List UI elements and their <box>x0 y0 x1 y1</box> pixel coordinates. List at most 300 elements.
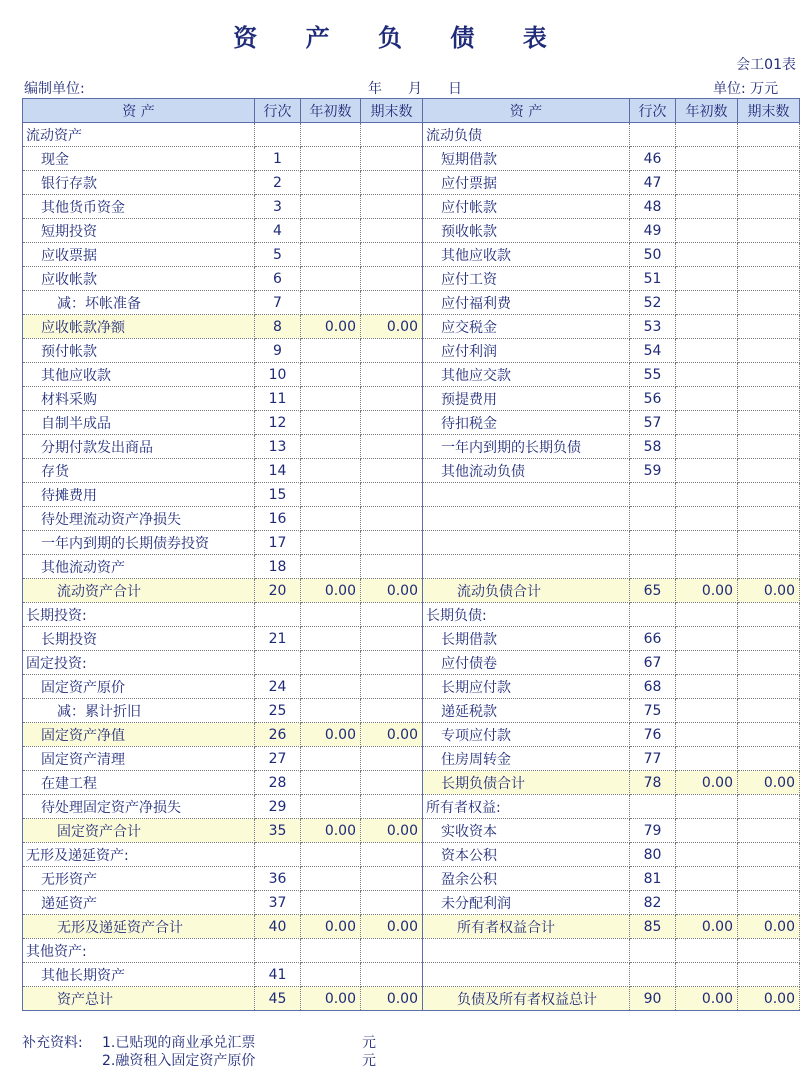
asset-begin-cell[interactable] <box>301 867 361 891</box>
liability-begin-cell[interactable] <box>676 939 738 963</box>
asset-item-cell[interactable]: 待处理流动资产净损失 <box>23 507 255 531</box>
liability-begin-cell[interactable] <box>676 291 738 315</box>
liability-line-no-cell[interactable] <box>630 939 676 963</box>
liability-item-cell[interactable]: 待扣税金 <box>423 411 630 435</box>
liability-begin-cell[interactable] <box>676 459 738 483</box>
liability-item-cell[interactable]: 盈余公积 <box>423 867 630 891</box>
asset-end-cell[interactable] <box>361 435 423 459</box>
liability-end-cell[interactable] <box>738 555 800 579</box>
asset-line-no-cell[interactable]: 28 <box>255 771 301 795</box>
liability-line-no-cell[interactable]: 50 <box>630 243 676 267</box>
asset-item-cell[interactable]: 存货 <box>23 459 255 483</box>
asset-begin-cell[interactable]: 0.00 <box>301 915 361 939</box>
asset-item-cell[interactable]: 预付帐款 <box>23 339 255 363</box>
asset-line-no-cell[interactable]: 1 <box>255 147 301 171</box>
asset-end-cell[interactable] <box>361 627 423 651</box>
asset-end-cell[interactable] <box>361 219 423 243</box>
liability-item-cell[interactable]: 预提费用 <box>423 387 630 411</box>
asset-line-no-cell[interactable]: 8 <box>255 315 301 339</box>
liability-line-no-cell[interactable]: 79 <box>630 819 676 843</box>
liability-line-no-cell[interactable]: 65 <box>630 579 676 603</box>
liability-begin-cell[interactable] <box>676 651 738 675</box>
asset-item-cell[interactable]: 固定投资: <box>23 651 255 675</box>
asset-item-cell[interactable]: 长期投资 <box>23 627 255 651</box>
liability-end-cell[interactable] <box>738 315 800 339</box>
asset-line-no-cell[interactable]: 37 <box>255 891 301 915</box>
asset-begin-cell[interactable] <box>301 339 361 363</box>
asset-end-cell[interactable] <box>361 507 423 531</box>
asset-begin-cell[interactable]: 0.00 <box>301 723 361 747</box>
asset-line-no-cell[interactable]: 6 <box>255 267 301 291</box>
liability-begin-cell[interactable] <box>676 891 738 915</box>
liability-line-no-cell[interactable]: 78 <box>630 771 676 795</box>
asset-item-cell[interactable]: 流动资产 <box>23 123 255 147</box>
asset-begin-cell[interactable] <box>301 747 361 771</box>
asset-end-cell[interactable] <box>361 171 423 195</box>
liability-item-cell[interactable] <box>423 531 630 555</box>
liability-line-no-cell[interactable]: 77 <box>630 747 676 771</box>
liability-item-cell[interactable]: 所有者权益: <box>423 795 630 819</box>
liability-line-no-cell[interactable]: 54 <box>630 339 676 363</box>
liability-end-cell[interactable] <box>738 195 800 219</box>
asset-item-cell[interactable]: 固定资产清理 <box>23 747 255 771</box>
asset-item-cell[interactable]: 无形资产 <box>23 867 255 891</box>
asset-item-cell[interactable]: 其他货币资金 <box>23 195 255 219</box>
liability-line-no-cell[interactable]: 56 <box>630 387 676 411</box>
asset-end-cell[interactable] <box>361 939 423 963</box>
liability-end-cell[interactable] <box>738 483 800 507</box>
liability-begin-cell[interactable] <box>676 315 738 339</box>
asset-end-cell[interactable] <box>361 195 423 219</box>
liability-begin-cell[interactable] <box>676 819 738 843</box>
liability-item-cell[interactable]: 应付帐款 <box>423 195 630 219</box>
asset-end-cell[interactable] <box>361 363 423 387</box>
asset-line-no-cell[interactable]: 36 <box>255 867 301 891</box>
asset-item-cell[interactable]: 短期投资 <box>23 219 255 243</box>
liability-begin-cell[interactable]: 0.00 <box>676 915 738 939</box>
asset-end-cell[interactable] <box>361 555 423 579</box>
liability-begin-cell[interactable]: 0.00 <box>676 771 738 795</box>
liability-line-no-cell[interactable]: 57 <box>630 411 676 435</box>
asset-end-cell[interactable] <box>361 123 423 147</box>
asset-begin-cell[interactable]: 0.00 <box>301 579 361 603</box>
liability-line-no-cell[interactable] <box>630 963 676 987</box>
asset-end-cell[interactable] <box>361 339 423 363</box>
asset-begin-cell[interactable] <box>301 507 361 531</box>
asset-begin-cell[interactable] <box>301 771 361 795</box>
asset-end-cell[interactable] <box>361 699 423 723</box>
liability-end-cell[interactable] <box>738 243 800 267</box>
asset-line-no-cell[interactable]: 15 <box>255 483 301 507</box>
asset-end-cell[interactable] <box>361 387 423 411</box>
liability-item-cell[interactable]: 短期借款 <box>423 147 630 171</box>
liability-end-cell[interactable] <box>738 723 800 747</box>
asset-line-no-cell[interactable]: 9 <box>255 339 301 363</box>
liability-end-cell[interactable] <box>738 123 800 147</box>
asset-line-no-cell[interactable]: 40 <box>255 915 301 939</box>
liability-line-no-cell[interactable] <box>630 483 676 507</box>
asset-begin-cell[interactable] <box>301 219 361 243</box>
asset-line-no-cell[interactable]: 10 <box>255 363 301 387</box>
asset-begin-cell[interactable]: 0.00 <box>301 987 361 1011</box>
liability-item-cell[interactable]: 长期负债: <box>423 603 630 627</box>
asset-item-cell[interactable]: 现金 <box>23 147 255 171</box>
liability-end-cell[interactable] <box>738 339 800 363</box>
asset-begin-cell[interactable] <box>301 267 361 291</box>
liability-end-cell[interactable] <box>738 627 800 651</box>
asset-end-cell[interactable] <box>361 267 423 291</box>
liability-begin-cell[interactable] <box>676 435 738 459</box>
liability-line-no-cell[interactable]: 82 <box>630 891 676 915</box>
asset-line-no-cell[interactable]: 12 <box>255 411 301 435</box>
liability-begin-cell[interactable] <box>676 627 738 651</box>
liability-item-cell[interactable]: 流动负债合计 <box>423 579 630 603</box>
liability-begin-cell[interactable] <box>676 339 738 363</box>
liability-end-cell[interactable] <box>738 891 800 915</box>
liability-line-no-cell[interactable]: 46 <box>630 147 676 171</box>
liability-item-cell[interactable]: 应交税金 <box>423 315 630 339</box>
liability-end-cell[interactable]: 0.00 <box>738 771 800 795</box>
liability-item-cell[interactable]: 应付利润 <box>423 339 630 363</box>
asset-item-cell[interactable]: 待处理固定资产净损失 <box>23 795 255 819</box>
liability-item-cell[interactable]: 应付债卷 <box>423 651 630 675</box>
liability-begin-cell[interactable]: 0.00 <box>676 579 738 603</box>
liability-begin-cell[interactable] <box>676 147 738 171</box>
liability-end-cell[interactable] <box>738 459 800 483</box>
liability-item-cell[interactable]: 资本公积 <box>423 843 630 867</box>
liability-item-cell[interactable]: 应付票据 <box>423 171 630 195</box>
asset-item-cell[interactable]: 在建工程 <box>23 771 255 795</box>
liability-item-cell[interactable]: 预收帐款 <box>423 219 630 243</box>
asset-item-cell[interactable]: 一年内到期的长期债券投资 <box>23 531 255 555</box>
liability-begin-cell[interactable] <box>676 867 738 891</box>
asset-begin-cell[interactable] <box>301 891 361 915</box>
asset-line-no-cell[interactable]: 13 <box>255 435 301 459</box>
liability-item-cell[interactable] <box>423 963 630 987</box>
liability-item-cell[interactable]: 长期借款 <box>423 627 630 651</box>
asset-line-no-cell[interactable]: 14 <box>255 459 301 483</box>
asset-end-cell[interactable] <box>361 795 423 819</box>
liability-begin-cell[interactable] <box>676 243 738 267</box>
asset-item-cell[interactable]: 待摊费用 <box>23 483 255 507</box>
asset-begin-cell[interactable] <box>301 603 361 627</box>
asset-item-cell[interactable]: 其他应收款 <box>23 363 255 387</box>
liability-end-cell[interactable] <box>738 411 800 435</box>
asset-item-cell[interactable]: 应收票据 <box>23 243 255 267</box>
asset-begin-cell[interactable] <box>301 435 361 459</box>
liability-line-no-cell[interactable]: 47 <box>630 171 676 195</box>
asset-item-cell[interactable]: 应收帐款 <box>23 267 255 291</box>
asset-begin-cell[interactable] <box>301 171 361 195</box>
liability-line-no-cell[interactable] <box>630 507 676 531</box>
header-end-balance-right: 期末数 <box>738 99 800 123</box>
asset-line-no-cell[interactable] <box>255 603 301 627</box>
liability-line-no-cell[interactable]: 66 <box>630 627 676 651</box>
asset-begin-cell[interactable] <box>301 531 361 555</box>
liability-item-cell[interactable]: 负债及所有者权益总计 <box>423 987 630 1011</box>
liability-line-no-cell[interactable]: 85 <box>630 915 676 939</box>
liability-begin-cell[interactable] <box>676 963 738 987</box>
asset-line-no-cell[interactable]: 20 <box>255 579 301 603</box>
asset-line-no-cell[interactable]: 21 <box>255 627 301 651</box>
liability-begin-cell[interactable] <box>676 531 738 555</box>
asset-end-cell[interactable]: 0.00 <box>361 723 423 747</box>
liability-end-cell[interactable] <box>738 387 800 411</box>
asset-end-cell[interactable]: 0.00 <box>361 315 423 339</box>
asset-begin-cell[interactable]: 0.00 <box>301 819 361 843</box>
asset-begin-cell[interactable] <box>301 555 361 579</box>
liability-begin-cell[interactable] <box>676 795 738 819</box>
asset-begin-cell[interactable] <box>301 483 361 507</box>
liability-begin-cell[interactable] <box>676 843 738 867</box>
asset-begin-cell[interactable] <box>301 123 361 147</box>
liability-end-cell[interactable] <box>738 699 800 723</box>
liability-begin-cell[interactable] <box>676 219 738 243</box>
liability-item-cell[interactable] <box>423 555 630 579</box>
liability-line-no-cell[interactable]: 76 <box>630 723 676 747</box>
asset-begin-cell[interactable] <box>301 699 361 723</box>
asset-end-cell[interactable] <box>361 675 423 699</box>
liability-item-cell[interactable]: 实收资本 <box>423 819 630 843</box>
liability-begin-cell[interactable] <box>676 723 738 747</box>
liability-end-cell[interactable] <box>738 291 800 315</box>
liability-begin-cell[interactable]: 0.00 <box>676 987 738 1011</box>
liability-end-cell[interactable] <box>738 939 800 963</box>
liability-begin-cell[interactable] <box>676 363 738 387</box>
asset-end-cell[interactable]: 0.00 <box>361 579 423 603</box>
liability-end-cell[interactable] <box>738 963 800 987</box>
liability-line-no-cell[interactable]: 53 <box>630 315 676 339</box>
liability-item-cell[interactable]: 所有者权益合计 <box>423 915 630 939</box>
asset-end-cell[interactable] <box>361 771 423 795</box>
asset-item-cell[interactable]: 减：累计折旧 <box>23 699 255 723</box>
asset-begin-cell[interactable] <box>301 291 361 315</box>
liability-begin-cell[interactable] <box>676 483 738 507</box>
table-row <box>23 435 800 459</box>
asset-line-no-cell[interactable]: 45 <box>255 987 301 1011</box>
liability-line-no-cell[interactable]: 49 <box>630 219 676 243</box>
asset-end-cell[interactable] <box>361 483 423 507</box>
asset-end-cell[interactable] <box>361 747 423 771</box>
asset-begin-cell[interactable] <box>301 651 361 675</box>
liability-begin-cell[interactable] <box>676 603 738 627</box>
liability-end-cell[interactable] <box>738 267 800 291</box>
liability-end-cell[interactable] <box>738 843 800 867</box>
asset-end-cell[interactable] <box>361 603 423 627</box>
liability-begin-cell[interactable] <box>676 675 738 699</box>
liability-begin-cell[interactable] <box>676 195 738 219</box>
asset-item-cell[interactable]: 固定资产合计 <box>23 819 255 843</box>
liability-end-cell[interactable] <box>738 507 800 531</box>
liability-begin-cell[interactable] <box>676 387 738 411</box>
liability-line-no-cell[interactable] <box>630 555 676 579</box>
asset-item-cell[interactable]: 固定资产净值 <box>23 723 255 747</box>
liability-item-cell[interactable]: 长期应付款 <box>423 675 630 699</box>
asset-end-cell[interactable] <box>361 843 423 867</box>
liability-line-no-cell[interactable]: 51 <box>630 267 676 291</box>
liability-line-no-cell[interactable]: 59 <box>630 459 676 483</box>
asset-end-cell[interactable] <box>361 963 423 987</box>
asset-begin-cell[interactable] <box>301 627 361 651</box>
asset-line-no-cell[interactable]: 7 <box>255 291 301 315</box>
asset-line-no-cell[interactable]: 11 <box>255 387 301 411</box>
asset-end-cell[interactable]: 0.00 <box>361 915 423 939</box>
liability-line-no-cell[interactable] <box>630 603 676 627</box>
liability-line-no-cell[interactable] <box>630 123 676 147</box>
liability-line-no-cell[interactable]: 52 <box>630 291 676 315</box>
liability-line-no-cell[interactable]: 80 <box>630 843 676 867</box>
asset-begin-cell[interactable] <box>301 195 361 219</box>
liability-item-cell[interactable]: 专项应付款 <box>423 723 630 747</box>
asset-line-no-cell[interactable]: 24 <box>255 675 301 699</box>
liability-begin-cell[interactable] <box>676 747 738 771</box>
asset-line-no-cell[interactable]: 27 <box>255 747 301 771</box>
asset-begin-cell[interactable] <box>301 795 361 819</box>
asset-end-cell[interactable] <box>361 459 423 483</box>
liability-begin-cell[interactable] <box>676 267 738 291</box>
liability-end-cell[interactable] <box>738 651 800 675</box>
liability-end-cell[interactable] <box>738 603 800 627</box>
asset-line-no-cell[interactable]: 18 <box>255 555 301 579</box>
asset-item-cell[interactable]: 流动资产合计 <box>23 579 255 603</box>
liability-item-cell[interactable] <box>423 507 630 531</box>
asset-item-cell[interactable]: 其他长期资产 <box>23 963 255 987</box>
asset-begin-cell[interactable] <box>301 363 361 387</box>
asset-end-cell[interactable] <box>361 243 423 267</box>
liability-end-cell[interactable]: 0.00 <box>738 987 800 1011</box>
asset-line-no-cell[interactable] <box>255 939 301 963</box>
liability-end-cell[interactable] <box>738 147 800 171</box>
liability-item-cell[interactable]: 未分配利润 <box>423 891 630 915</box>
asset-item-cell[interactable]: 银行存款 <box>23 171 255 195</box>
asset-line-no-cell[interactable]: 29 <box>255 795 301 819</box>
asset-begin-cell[interactable] <box>301 963 361 987</box>
liability-end-cell[interactable] <box>738 171 800 195</box>
asset-line-no-cell[interactable]: 16 <box>255 507 301 531</box>
liability-item-cell[interactable]: 应付福利费 <box>423 291 630 315</box>
liability-begin-cell[interactable] <box>676 699 738 723</box>
asset-item-cell[interactable]: 减：坏帐准备 <box>23 291 255 315</box>
liability-end-cell[interactable] <box>738 819 800 843</box>
asset-line-no-cell[interactable]: 25 <box>255 699 301 723</box>
asset-end-cell[interactable] <box>361 891 423 915</box>
liability-line-no-cell[interactable] <box>630 531 676 555</box>
liability-end-cell[interactable] <box>738 435 800 459</box>
liability-line-no-cell[interactable]: 55 <box>630 363 676 387</box>
liability-item-cell[interactable] <box>423 939 630 963</box>
asset-line-no-cell[interactable]: 5 <box>255 243 301 267</box>
asset-line-no-cell[interactable]: 4 <box>255 219 301 243</box>
asset-begin-cell[interactable] <box>301 459 361 483</box>
liability-item-cell[interactable]: 递延税款 <box>423 699 630 723</box>
liability-item-cell[interactable]: 其他应收款 <box>423 243 630 267</box>
asset-line-no-cell[interactable] <box>255 843 301 867</box>
liability-begin-cell[interactable] <box>676 123 738 147</box>
liability-line-no-cell[interactable]: 81 <box>630 867 676 891</box>
asset-line-no-cell[interactable]: 3 <box>255 195 301 219</box>
asset-item-cell[interactable]: 其他流动资产 <box>23 555 255 579</box>
asset-item-cell[interactable]: 无形及递延资产合计 <box>23 915 255 939</box>
liability-end-cell[interactable] <box>738 219 800 243</box>
asset-item-cell[interactable]: 固定资产原价 <box>23 675 255 699</box>
liability-end-cell[interactable] <box>738 867 800 891</box>
header-line-no-right: 行次 <box>630 99 676 123</box>
liability-end-cell[interactable] <box>738 531 800 555</box>
asset-item-cell[interactable]: 无形及递延资产: <box>23 843 255 867</box>
asset-end-cell[interactable] <box>361 651 423 675</box>
liability-item-cell[interactable]: 应付工资 <box>423 267 630 291</box>
asset-begin-cell[interactable] <box>301 411 361 435</box>
asset-end-cell[interactable] <box>361 147 423 171</box>
asset-line-no-cell[interactable]: 2 <box>255 171 301 195</box>
asset-item-cell[interactable]: 应收帐款净额 <box>23 315 255 339</box>
asset-begin-cell[interactable] <box>301 843 361 867</box>
asset-begin-cell[interactable]: 0.00 <box>301 315 361 339</box>
liability-end-cell[interactable]: 0.00 <box>738 579 800 603</box>
liability-begin-cell[interactable] <box>676 507 738 531</box>
note-unit-1: 元 <box>362 1035 376 1051</box>
liability-line-no-cell[interactable]: 68 <box>630 675 676 699</box>
liability-item-cell[interactable]: 长期负债合计 <box>423 771 630 795</box>
liability-line-no-cell[interactable]: 48 <box>630 195 676 219</box>
asset-line-no-cell[interactable]: 35 <box>255 819 301 843</box>
asset-item-cell[interactable]: 长期投资: <box>23 603 255 627</box>
asset-end-cell[interactable] <box>361 531 423 555</box>
asset-end-cell[interactable] <box>361 291 423 315</box>
liability-end-cell[interactable] <box>738 747 800 771</box>
liability-end-cell[interactable] <box>738 795 800 819</box>
liability-item-cell[interactable]: 流动负债 <box>423 123 630 147</box>
asset-item-cell[interactable]: 资产总计 <box>23 987 255 1011</box>
asset-item-cell[interactable]: 自制半成品 <box>23 411 255 435</box>
liability-begin-cell[interactable] <box>676 555 738 579</box>
asset-begin-cell[interactable] <box>301 939 361 963</box>
liability-end-cell[interactable] <box>738 675 800 699</box>
asset-line-no-cell[interactable]: 41 <box>255 963 301 987</box>
liability-begin-cell[interactable] <box>676 411 738 435</box>
asset-end-cell[interactable]: 0.00 <box>361 819 423 843</box>
asset-begin-cell[interactable] <box>301 387 361 411</box>
liability-end-cell[interactable] <box>738 363 800 387</box>
liability-begin-cell[interactable] <box>676 171 738 195</box>
liability-line-no-cell[interactable] <box>630 795 676 819</box>
liability-item-cell[interactable]: 其他应交款 <box>423 363 630 387</box>
liability-line-no-cell[interactable]: 90 <box>630 987 676 1011</box>
asset-item-cell[interactable]: 递延资产 <box>23 891 255 915</box>
asset-line-no-cell[interactable]: 26 <box>255 723 301 747</box>
asset-line-no-cell[interactable] <box>255 651 301 675</box>
liability-item-cell[interactable]: 其他流动负债 <box>423 459 630 483</box>
asset-end-cell[interactable]: 0.00 <box>361 987 423 1011</box>
liability-item-cell[interactable] <box>423 483 630 507</box>
asset-end-cell[interactable] <box>361 411 423 435</box>
asset-item-cell[interactable]: 材料采购 <box>23 387 255 411</box>
liability-item-cell[interactable]: 住房周转金 <box>423 747 630 771</box>
asset-begin-cell[interactable] <box>301 147 361 171</box>
liability-item-cell[interactable]: 一年内到期的长期负债 <box>423 435 630 459</box>
liability-line-no-cell[interactable]: 67 <box>630 651 676 675</box>
asset-item-cell[interactable]: 其他资产: <box>23 939 255 963</box>
asset-end-cell[interactable] <box>361 867 423 891</box>
asset-line-no-cell[interactable]: 17 <box>255 531 301 555</box>
asset-begin-cell[interactable] <box>301 243 361 267</box>
asset-line-no-cell[interactable] <box>255 123 301 147</box>
liability-end-cell[interactable]: 0.00 <box>738 915 800 939</box>
liability-line-no-cell[interactable]: 75 <box>630 699 676 723</box>
asset-begin-cell[interactable] <box>301 675 361 699</box>
asset-item-cell[interactable]: 分期付款发出商品 <box>23 435 255 459</box>
liability-line-no-cell[interactable]: 58 <box>630 435 676 459</box>
